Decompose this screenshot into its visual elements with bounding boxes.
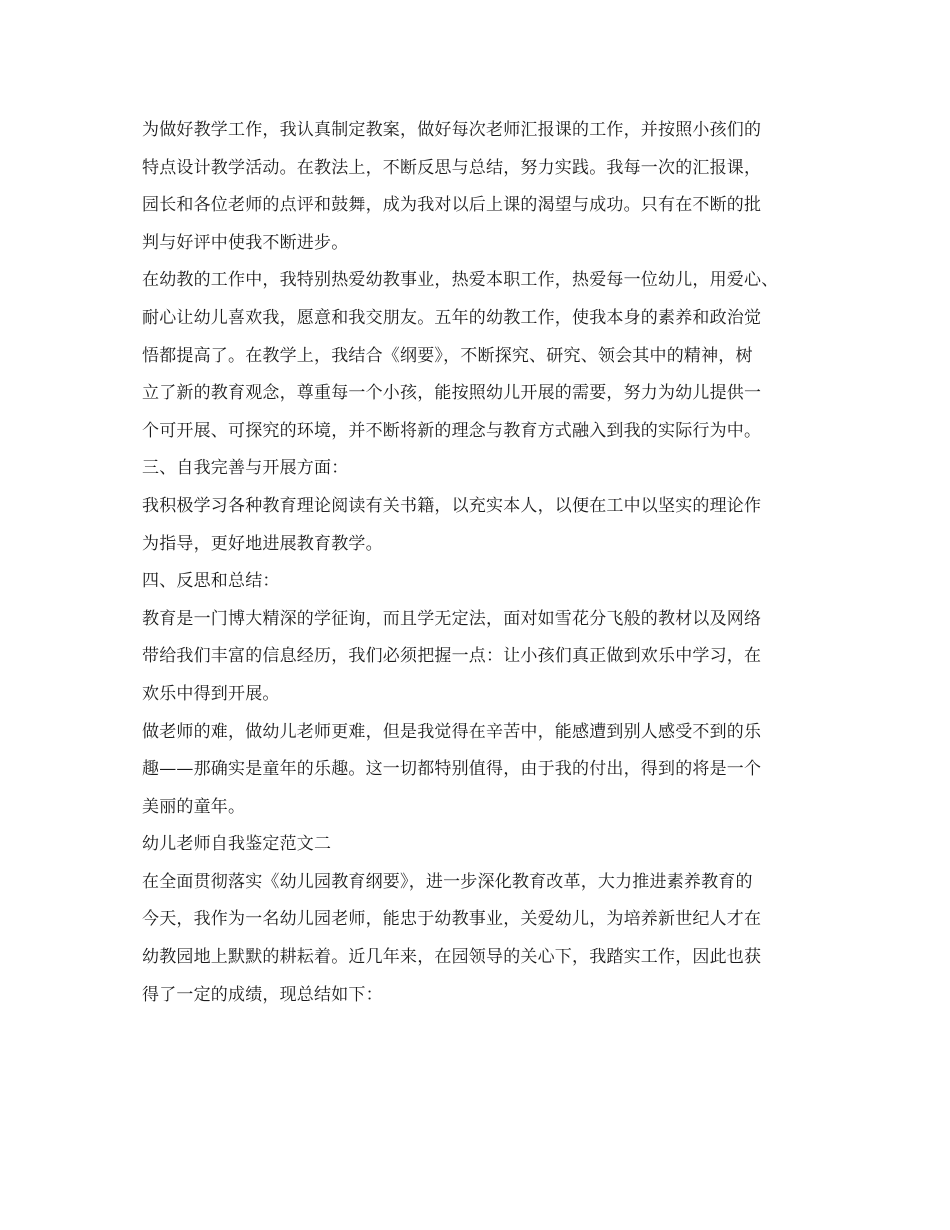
text-line: 在全面贯彻落实《幼儿园教育纲要》，进一步深化教育改革，大力推进素养教育的 <box>142 871 753 892</box>
text-line: 教育是一门博大精深的学征询，而且学无定法，面对如雪花分飞般的教材以及网络 <box>142 608 762 629</box>
section-heading: 四、反思和总结： <box>142 571 280 592</box>
text-line: 判与好评中使我不断进步。 <box>142 232 349 253</box>
text-line: 做老师的难，做幼儿老师更难，但是我觉得在辛苦中，能感遭到别人感受不到的乐 <box>142 721 762 742</box>
text-line: 耐心让幼儿喜欢我，愿意和我交朋友。五年的幼教工作，使我本身的素养和政治觉 <box>142 307 762 328</box>
text-line: 特点设计教学活动。在教法上，不断反思与总结，努力实践。我每一次的汇报课， <box>142 157 762 178</box>
text-line: 个可开展、可探究的环境，并不断将新的理念与教育方式融入到我的实际行为中。 <box>142 420 762 441</box>
text-line: 今天，我作为一名幼儿园老师，能忠于幼教事业，关爱幼儿，为培养新世纪人才在 <box>142 909 762 930</box>
text-line: 园长和各位老师的点评和鼓舞，成为我对以后上课的渴望与成功。只有在不断的批 <box>142 195 762 216</box>
text-line: 为指导，更好地进展教育教学。 <box>142 533 383 554</box>
text-line: 悟都提高了。在教学上，我结合《纲要》，不断探究、研究、领会其中的精神，树 <box>142 345 753 366</box>
text-line: 在幼教的工作中，我特别热爱幼教事业，热爱本职工作，热爱每一位幼儿，用爱心、 <box>142 270 779 291</box>
section-heading: 三、自我完善与开展方面： <box>142 458 349 479</box>
text-line: 欢乐中得到开展。 <box>142 683 280 704</box>
section-heading: 幼儿老师自我鉴定范文二 <box>142 834 332 855</box>
document-body <box>142 112 814 1014</box>
text-line: 立了新的教育观念，尊重每一个小孩，能按照幼儿开展的需要，努力为幼儿提供一 <box>142 383 762 404</box>
text-line: 为做好教学工作，我认真制定教案，做好每次老师汇报课的工作，并按照小孩们的 <box>142 120 762 140</box>
text-line: 带给我们丰富的信息经历，我们必须把握一点：让小孩们真正做到欢乐中学习，在 <box>142 646 762 667</box>
text-line: 幼教园地上默默的耕耘着。近几年来，在园领导的关心下，我踏实工作，因此也获 <box>142 947 762 968</box>
text-line: 得了一定的成绩，现总结如下： <box>142 984 383 1005</box>
text-line: 美丽的童年。 <box>142 796 246 817</box>
text-line: 我积极学习各种教育理论阅读有关书籍，以充实本人，以便在工中以坚实的理论作 <box>142 495 762 516</box>
text-line: 趣——那确实是童年的乐趣。这一切都特别值得，由于我的付出，得到的将是一个 <box>142 759 762 780</box>
